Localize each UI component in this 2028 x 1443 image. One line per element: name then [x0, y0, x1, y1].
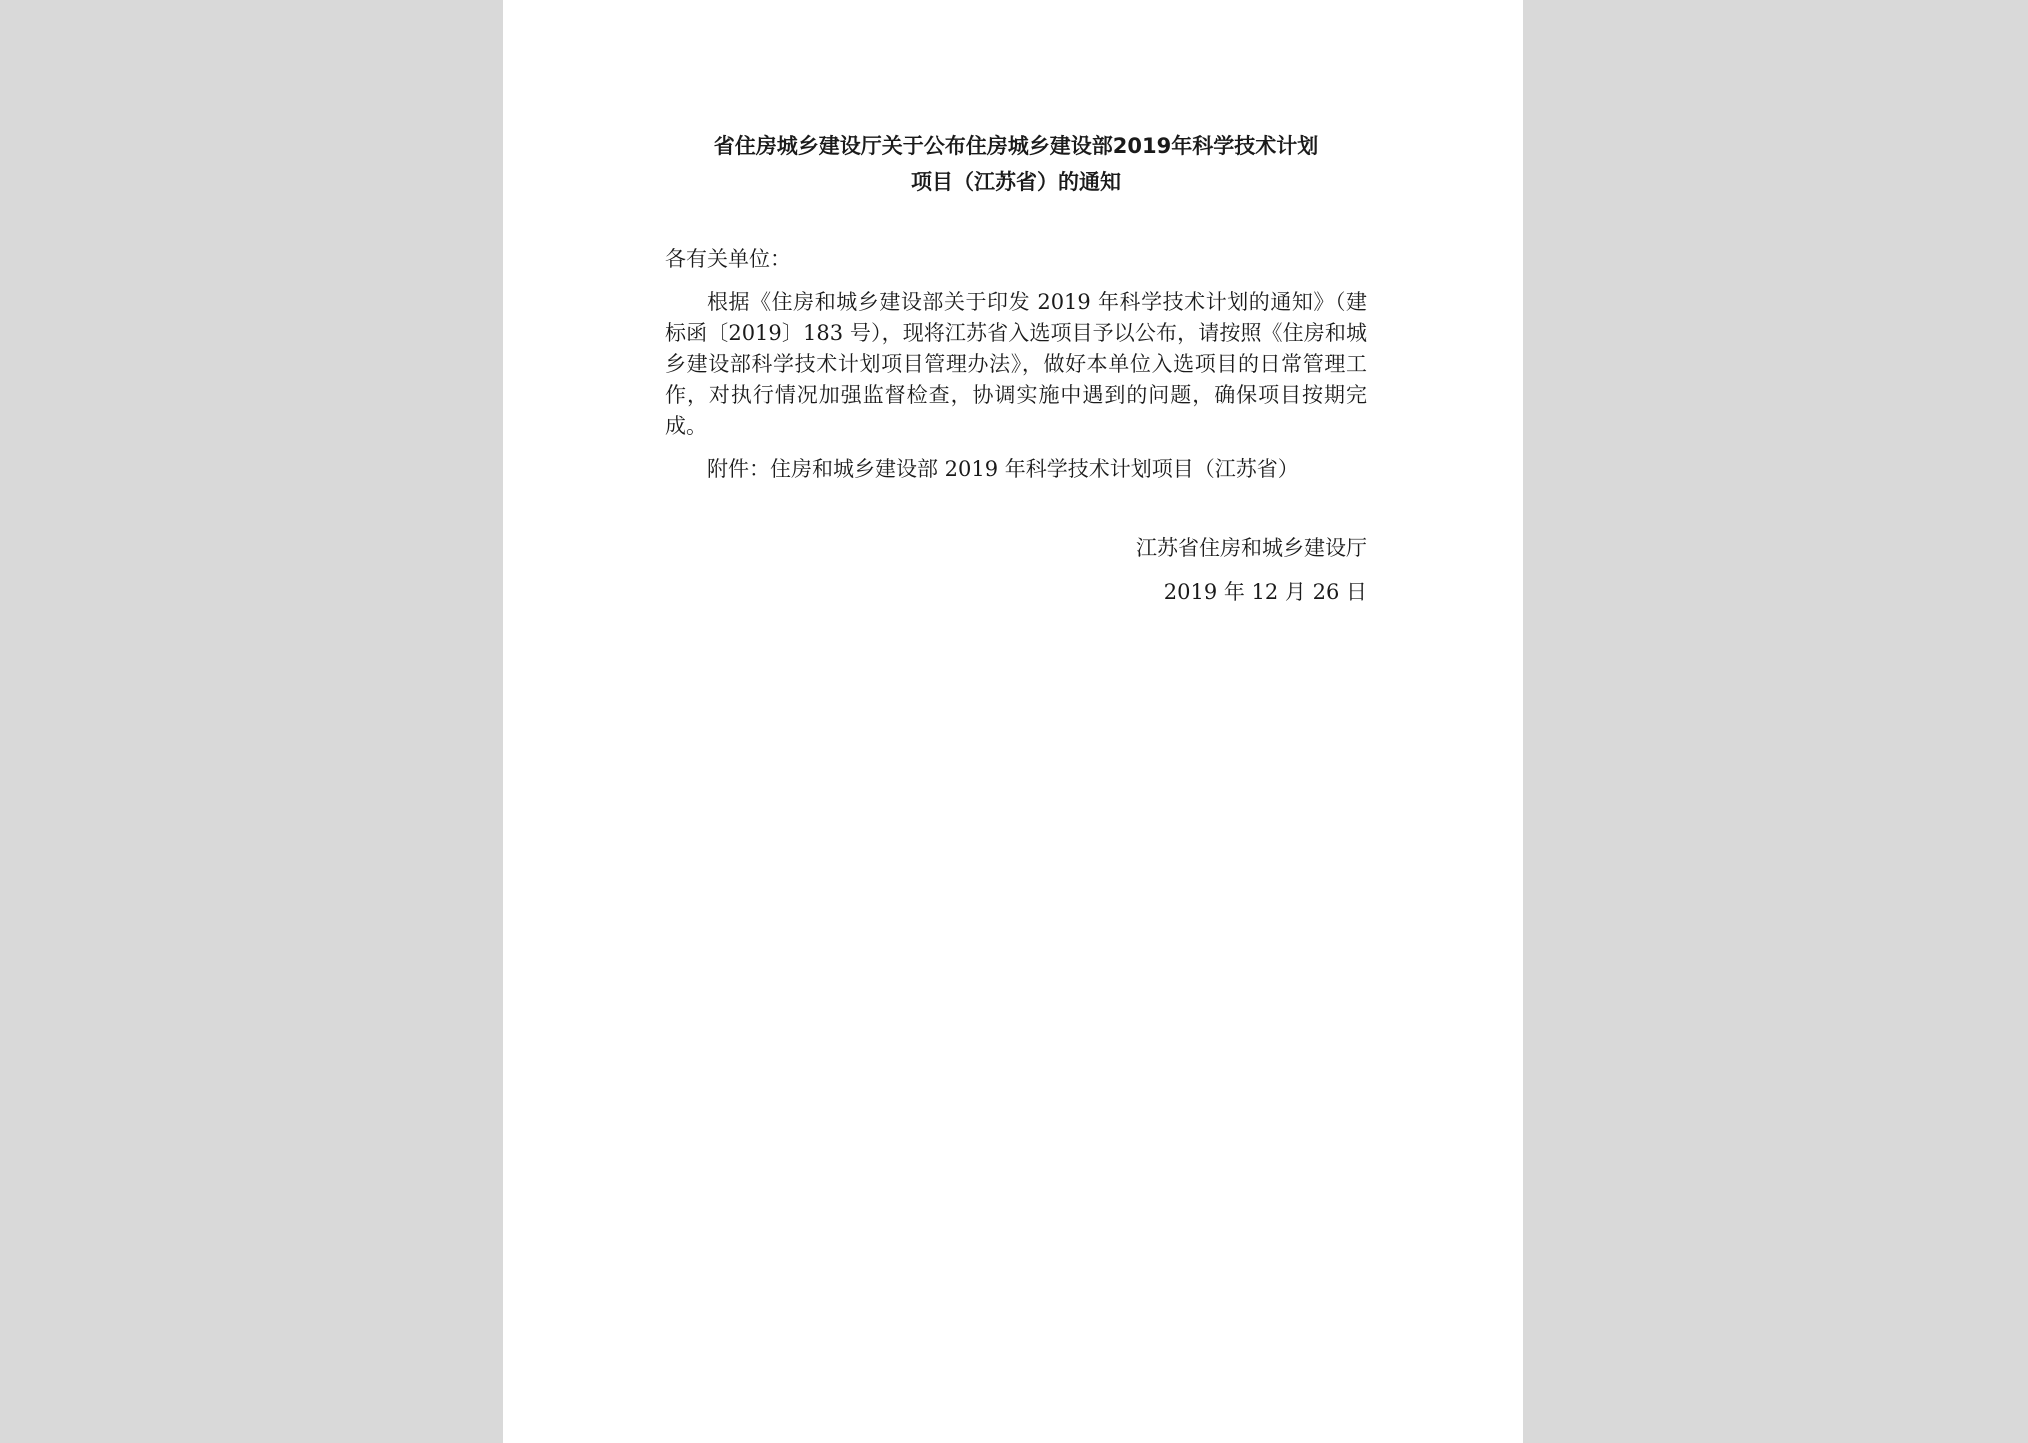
salutation: 各有关单位： [665, 247, 791, 271]
issue-date: 2019 年 12 月 26 日 [1163, 580, 1367, 604]
attachment-line: 附件：住房和城乡建设部 2019 年科学技术计划项目（江苏省） [707, 457, 1299, 481]
document-page [503, 0, 1523, 1443]
body-paragraph: 根据《住房和城乡建设部关于印发 2019 年科学技术计划的通知》（建标函〔2019〕183 号），现将江苏省入选项目予以公布，请按照《住房和城乡建设部科学技术计划项目管理办法》，做好本单位入选项目的日常管理工作，对执行情况加强监督检查，协调实施中遇到的问题，确保项目按期完成。 [665, 290, 1367, 438]
document-title [665, 128, 1367, 200]
signature-block [665, 533, 1367, 608]
document-content [665, 128, 1367, 608]
issuer-name: 江苏省住房和城乡建设厅 [1136, 536, 1367, 560]
title-line-1: 省住房城乡建设厅关于公布住房城乡建设部2019年科学技术计划 [713, 134, 1319, 158]
title-line-2: 项目（江苏省）的通知 [911, 170, 1121, 194]
